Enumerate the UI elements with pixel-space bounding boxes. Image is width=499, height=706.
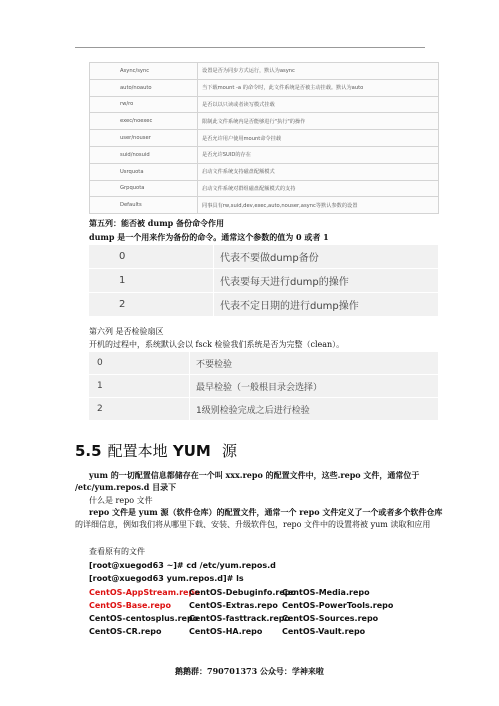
mount_options-row	[90, 146, 439, 163]
col5-heading: 第五列：能否被 dump 备份命令作用	[89, 218, 225, 228]
mount_options-cell: user/nouser	[90, 130, 198, 147]
col5.rows-cell: 代表不定日期的进行dump操作	[214, 293, 439, 317]
repo-file-name: CentOS-AppStream.repo	[89, 588, 200, 597]
col5.rows-cell: 代表不要做dump备份	[214, 245, 439, 269]
mount_options-row	[90, 113, 439, 130]
col5.rows-cell: 1	[89, 269, 214, 293]
col6.rows-cell: 2	[89, 398, 190, 421]
repo-file-name: CentOS-centosplus.repo	[89, 614, 199, 623]
mount_options-row	[90, 96, 439, 113]
para-2: 什么是 repo 文件	[89, 496, 153, 505]
section-yum: YUM	[172, 442, 211, 460]
col6-heading: 第六列 是否检验扇区	[89, 327, 164, 336]
mount_options-cell: exec/noexec	[90, 113, 198, 130]
mount_options-row	[90, 163, 439, 180]
col6.rows-cell: 最早检验（一般根目录会选择）	[190, 375, 439, 398]
mount_options-cell: 是否允许SUID的存在	[198, 146, 439, 163]
mount_options-cell: 同事具有rw,suid,dev,exec,auto,nouser,async等默认参数的设置	[198, 197, 439, 214]
repo-file-name: CentOS-Sources.repo	[282, 614, 379, 623]
section-number: 5.5	[75, 442, 102, 460]
col6.rows-cell: 1	[89, 375, 190, 398]
para-1: yum 的一切配置信息都储存在一个叫 xxx.repo 的配置文件中，这些.repo 文件，通常位于	[89, 470, 420, 480]
repo-file-name: CentOS-Base.repo	[89, 601, 172, 610]
mount_options-row	[90, 63, 439, 80]
repo-file-name: CentOS-HA.repo	[189, 627, 263, 636]
mount_options-cell: 设置是否为同步方式运行，默认为async	[198, 63, 439, 80]
dump-table	[89, 245, 439, 317]
repo-file-name: CentOS-Vault.repo	[282, 627, 366, 636]
col5.rows-cell: 代表要每天进行dump的操作	[214, 269, 439, 293]
col6.rows-row	[89, 352, 439, 375]
mount_options-row	[90, 130, 439, 147]
footer: 鹅鹅群：790701373 公众号：学神来啦	[175, 666, 324, 676]
col6.rows-cell: 0	[89, 352, 190, 375]
para-3: repo 文件是 yum 源（软件仓库）的配置文件，通常一个 repo 文件定义了一个或者多个软件仓库	[89, 507, 443, 517]
top-rule	[75, 47, 425, 48]
col6.rows-cell: 不要检验	[190, 352, 439, 375]
mount-options-table	[89, 62, 439, 214]
mount_options-row	[90, 180, 439, 197]
mount_options-cell: Usrquota	[90, 163, 198, 180]
mount_options-cell: 当下载mount -a 的命令时，此文件系统是否被主动挂载。默认为auto	[198, 79, 439, 96]
col6-desc: 开机的过程中，系统默认会以 fsck 检验我们系统是否为完整（clean）。	[89, 340, 345, 349]
section-suffix: 源	[222, 442, 238, 460]
mount_options-cell: 是否以以只读或者读写模式挂载	[198, 96, 439, 113]
repo-file-name: CentOS-CR.repo	[89, 627, 162, 636]
col5.rows-row	[89, 245, 439, 269]
repo-file-name: CentOS-Media.repo	[282, 588, 370, 597]
mount_options-cell: 启动文件系统支持磁盘配额模式	[198, 163, 439, 180]
col5.rows-row	[89, 269, 439, 293]
col5.rows-row	[89, 293, 439, 317]
col5.rows-cell: 2	[89, 293, 214, 317]
repo-file-name: CentOS-Debuginfo.repo	[189, 588, 296, 597]
mount_options-row	[90, 79, 439, 96]
mount_options-cell: rw/ro	[90, 96, 198, 113]
col6.rows-cell: 1级别检验完成之后进行检验	[190, 398, 439, 421]
col6.rows-row	[89, 375, 439, 398]
section-title: 配置本地	[107, 442, 168, 460]
section-heading	[75, 440, 237, 461]
mount_options-cell: 限制此文件系统内是否能够进行"执行"的操作	[198, 113, 439, 130]
cmd-ls: [root@xuegod63 yum.repos.d]# ls	[89, 574, 244, 583]
col5.rows-cell: 0	[89, 245, 214, 269]
mount_options-cell: 启动文件系统对群组磁盘配额模式的支持	[198, 180, 439, 197]
repo-file-name: CentOS-fasttrack.repo	[189, 614, 291, 623]
mount_options-cell: suid/nosuid	[90, 146, 198, 163]
repo-file-name: CentOS-PowerTools.repo	[282, 601, 394, 610]
col6.rows-row	[89, 398, 439, 421]
mount_options-cell: Defaults	[90, 197, 198, 214]
col5-desc: dump 是一个用来作为备份的命令。通常这个参数的值为 0 或者 1	[89, 232, 329, 242]
repo-file-name: CentOS-Extras.repo	[189, 601, 278, 610]
para-1b: /etc/yum.repos.d 目录下	[75, 482, 177, 492]
mount_options-cell: auto/noauto	[90, 79, 198, 96]
para-3b: 的详细信息，例如我们将从哪里下载、安装、升级软件包，repo 文件中的设置将被 yum 读取和应用	[75, 520, 431, 529]
fsck-table	[89, 352, 439, 421]
mount_options-cell: 是否允许用户使用mount命令挂载	[198, 130, 439, 147]
mount_options-cell: Grpquota	[90, 180, 198, 197]
mount_options-cell: Async/sync	[90, 63, 198, 80]
view-label: 查看原有的文件	[89, 547, 145, 556]
cmd-cd: [root@xuegod63 ~]# cd /etc/yum.repos.d	[89, 561, 276, 570]
mount_options-row	[90, 197, 439, 214]
